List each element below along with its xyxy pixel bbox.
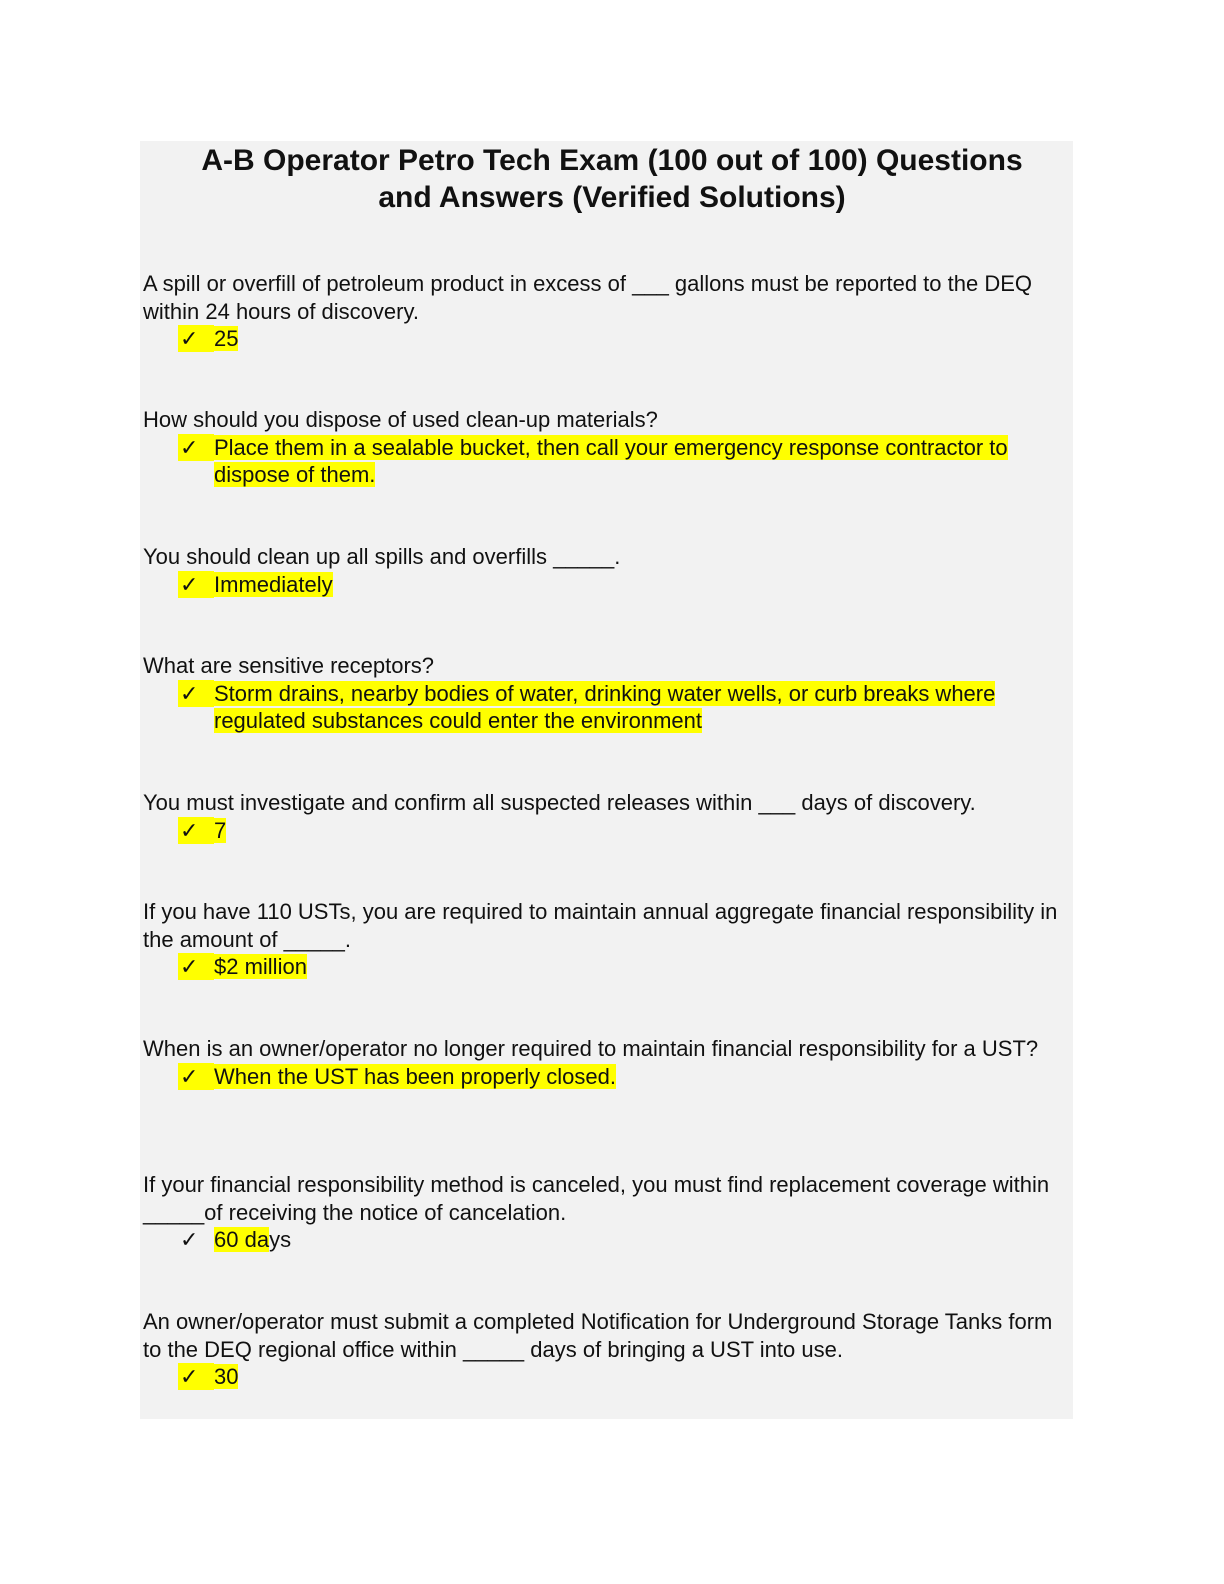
question-text: You must investigate and confirm all suspected releases within ___ days of discovery. [143,790,976,815]
answer-text: When the UST has been properly closed. [214,1063,616,1089]
check-icon: ✓ [180,1227,199,1252]
check-icon: ✓ [178,1063,214,1090]
qa-item [0,406,1224,488]
answer-text-highlighted: 60 da [214,1227,270,1252]
answer [178,571,1224,598]
answer [178,953,1224,980]
answer [178,325,1224,352]
check-icon: ✓ [178,325,214,352]
answer-text: Immediately [214,571,333,597]
question-text: An owner/operator must submit a completed Notification for Underground Storage Tanks form to the DEQ regional office within _____ days of bringing a UST into use. [143,1309,1053,1362]
qa-item [0,1308,1224,1390]
answer-text: $2 million [214,954,307,979]
answer-text-rest: ys [269,1227,292,1252]
question-text: What are sensitive receptors? [143,653,435,678]
qa-item [0,270,1224,352]
title-line-1: A-B Operator Petro Tech Exam (100 out of 100) Questions [201,144,1023,177]
answer-text: 7 [214,817,227,843]
question-text: If your financial responsibility method is canceled, you must find replacement coverage within _____of receiving the notice of cancelation. [143,1172,1050,1225]
title-line-2: and Answers (Verified Solutions) [378,181,846,214]
answer-text: 25 [214,326,239,351]
question-text: You should clean up all spills and overfills _____. [143,544,621,569]
answer-text: Storm drains, nearby bodies of water, drinking water wells, or curb breaks where regulated substances could enter the environment [214,680,996,733]
qa-item [0,789,1224,844]
document-title [0,142,1224,216]
check-icon: ✓ [178,953,214,980]
question-text: When is an owner/operator no longer required to maintain financial responsibility for a UST? [143,1036,1039,1061]
question-text: How should you dispose of used clean-up materials? [143,407,658,432]
question-text: If you have 110 USTs, you are required to maintain annual aggregate financial responsibility in the amount of _____. [143,899,1058,952]
check-icon: ✓ [178,571,214,598]
qa-item [0,1171,1224,1253]
answer [178,434,1224,488]
answer-text: Place them in a sealable bucket, then call your emergency response contractor to dispose of them. [214,434,1008,487]
question-text: A spill or overfill of petroleum product in excess of ___ gallons must be reported to the DEQ within 24 hours of discovery. [143,271,1033,324]
qa-item [0,1035,1224,1090]
qa-item [0,543,1224,598]
answer-text: 30 [214,1364,239,1389]
check-icon: ✓ [178,1363,214,1390]
answer [178,1363,1224,1390]
check-icon: ✓ [178,817,214,844]
answer [178,1063,1224,1090]
answer [178,680,1224,734]
answer [178,817,1224,844]
check-icon: ✓ [178,434,214,461]
answer [178,1226,1224,1253]
qa-item [0,898,1224,980]
check-icon: ✓ [178,680,214,707]
qa-item [0,652,1224,734]
